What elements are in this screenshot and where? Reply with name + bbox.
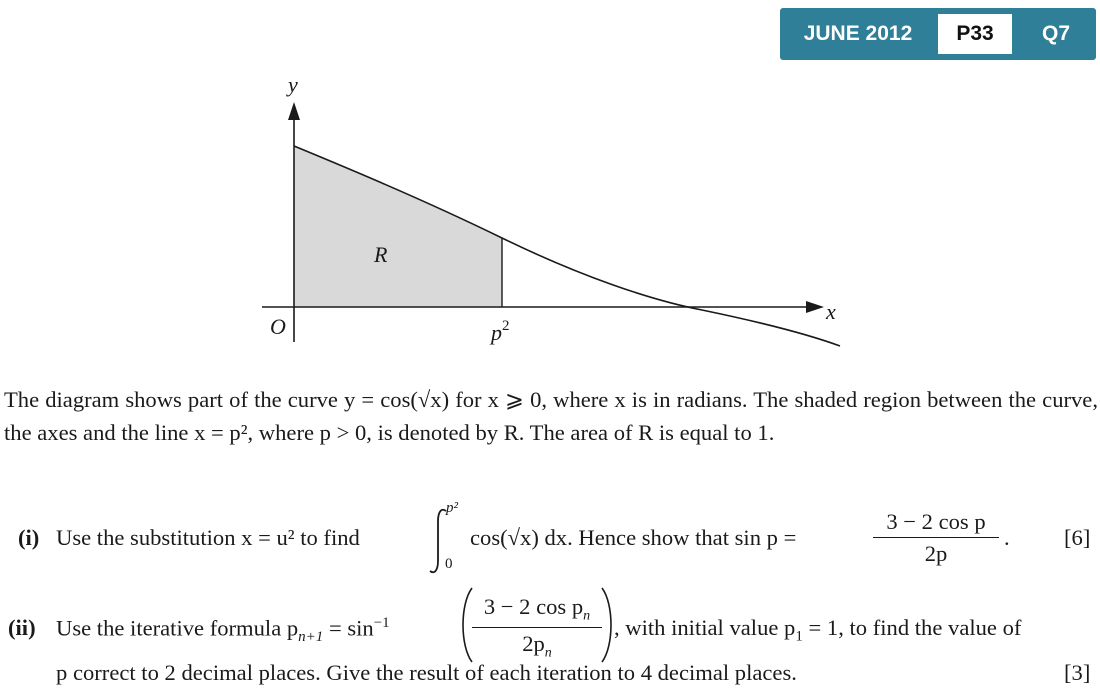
integral-upper-limit: p² <box>446 500 458 516</box>
question-badge <box>780 8 1096 60</box>
integral-lower-limit: 0 <box>445 556 453 572</box>
part-ii-fraction <box>472 594 602 661</box>
part-i-fraction-numerator: 3 − 2 cos p <box>873 509 999 538</box>
bound-label <box>489 318 510 345</box>
part-i-fraction <box>873 509 999 567</box>
bound-label-p: p <box>491 320 502 345</box>
part-i-marks: [6] <box>1064 525 1091 550</box>
intro-paragraph: The diagram shows part of the curve y = cos(√x) for x ⩾ 0, where x is in radians. The shaded region between the curve, the axes and the line x = p², where p > 0, is denoted by R. The area of R is equal to 1. <box>4 387 1098 445</box>
part-ii-sin: = sin <box>328 615 374 641</box>
part-ii-den-text: 2p <box>522 630 545 656</box>
x-axis-label: x <box>826 299 836 324</box>
part-ii-line2: p correct to 2 decimal places. Give the result of each iteration to 4 decimal places. <box>56 660 797 685</box>
part-ii-marks: [3] <box>1064 660 1091 685</box>
question-number: Q7 <box>1041 22 1070 45</box>
part-ii-sup-minus-1: −1 <box>373 615 390 631</box>
part-i-text: Use the substitution x = u² to find <box>56 525 360 550</box>
origin-label: O <box>270 314 286 339</box>
y-axis-label: y <box>288 72 298 97</box>
part-i-end: . <box>1004 525 1010 550</box>
part-ii-text-c <box>614 615 1021 646</box>
y-axis-arrow <box>288 102 300 120</box>
part-i-integrand: cos(√x) dx. Hence show that sin p = <box>470 525 797 550</box>
region-label: R <box>374 242 388 267</box>
part-ii-den-sub: n <box>544 645 552 661</box>
part-ii-formula-lead: Use the iterative formula p <box>56 615 299 641</box>
part-ii-label: (ii) <box>8 615 36 640</box>
bound-label-exponent: 2 <box>502 318 510 334</box>
part-ii-sub-n-plus-1: n+1 <box>298 629 324 646</box>
part-ii-text-a <box>56 615 390 646</box>
part-ii-find-value: = 1, to find the value of <box>808 615 1022 640</box>
part-ii-num-text: 3 − 2 cos p <box>483 594 584 619</box>
part-i-fraction-denominator: 2p <box>924 541 948 566</box>
curve-diagram <box>0 60 900 360</box>
part-ii-initial-value: , with initial value p <box>614 615 796 640</box>
part-ii-sub-1: 1 <box>795 628 803 645</box>
paper-code: P33 <box>938 14 1012 54</box>
exam-date: JUNE 2012 <box>803 22 913 45</box>
part-ii-fraction-numerator <box>472 594 602 628</box>
x-axis-arrow <box>806 301 824 313</box>
part-i-label: (i) <box>18 525 40 550</box>
shaded-region-r <box>294 146 502 307</box>
part-ii-fraction-denominator <box>472 628 602 662</box>
part-ii-num-sub: n <box>583 608 591 624</box>
